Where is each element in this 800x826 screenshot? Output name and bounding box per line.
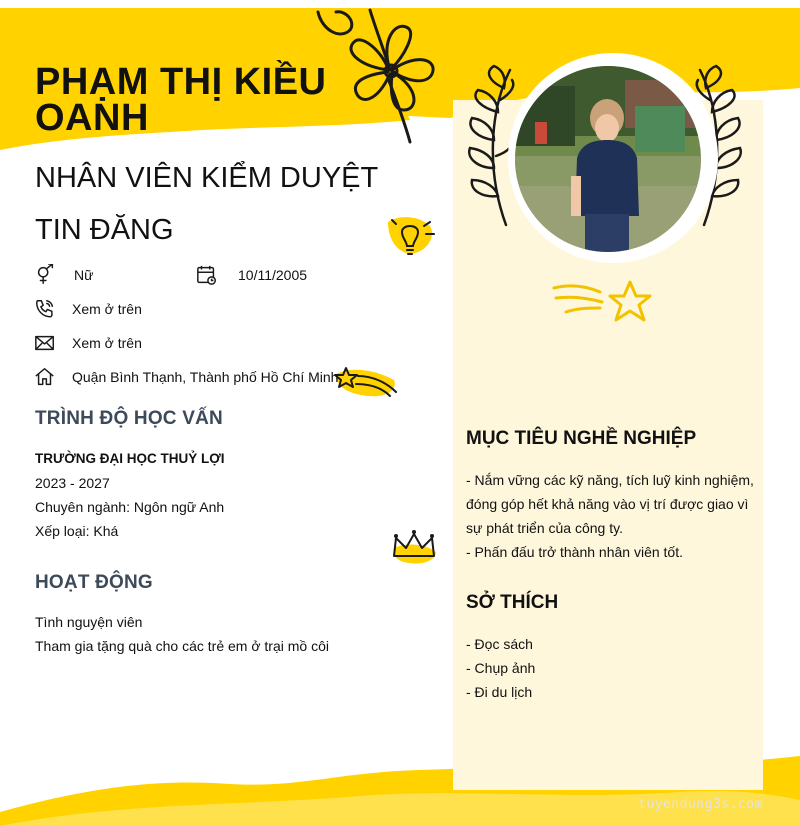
objective-title: MỤC TIÊU NGHỀ NGHIỆP bbox=[466, 428, 697, 449]
phone-icon bbox=[34, 298, 56, 320]
candidate-name: PHẠM THỊ KIỀU OANH bbox=[35, 61, 327, 139]
school-name: TRƯỜNG ĐẠI HỌC THUỶ LỢI bbox=[35, 451, 225, 466]
activities-title: HOẠT ĐỘNG bbox=[35, 572, 153, 593]
phone-value: Xem ở trên bbox=[72, 301, 142, 317]
activity-item: Tham gia tặng quà cho các trẻ em ở trại mồ côi bbox=[35, 638, 329, 654]
address-value: Quận Bình Thạnh, Thành phố Hồ Chí Minh bbox=[72, 369, 339, 385]
watermark: tuyendung3s.com bbox=[638, 797, 763, 812]
school-major: Chuyên ngành: Ngôn ngữ Anh bbox=[35, 499, 225, 515]
phone-row bbox=[34, 298, 142, 320]
hobby-item: - Chụp ảnh bbox=[466, 660, 536, 676]
activity-item: Tình nguyện viên bbox=[35, 614, 143, 630]
avatar bbox=[515, 66, 701, 252]
education-title: TRÌNH ĐỘ HỌC VẤN bbox=[35, 408, 223, 429]
gender-row bbox=[34, 264, 93, 286]
hobby-item: - Đọc sách bbox=[466, 636, 533, 652]
star-icon bbox=[552, 278, 658, 328]
objective-line: sự phát triển của công ty. bbox=[466, 520, 623, 536]
objective-line: - Phấn đấu trở thành nhân viên tốt. bbox=[466, 544, 683, 560]
address-row bbox=[34, 366, 338, 388]
school-years: 2023 - 2027 bbox=[35, 475, 110, 491]
hobby-item: - Đi du lịch bbox=[466, 684, 533, 700]
calendar-icon bbox=[196, 264, 218, 286]
birthday-row bbox=[196, 264, 307, 286]
email-row bbox=[34, 332, 142, 354]
mail-icon bbox=[34, 332, 56, 354]
objective-line: - Nắm vững các kỹ năng, tích luỹ kinh nghiệm, bbox=[466, 472, 754, 488]
gender-icon bbox=[34, 264, 56, 286]
shooting-star-icon bbox=[332, 362, 402, 404]
home-icon bbox=[34, 366, 56, 388]
hobbies-title: SỞ THÍCH bbox=[466, 592, 559, 613]
school-rank: Xếp loại: Khá bbox=[35, 523, 119, 539]
gender-value: Nữ bbox=[74, 267, 94, 283]
crown-icon bbox=[388, 528, 440, 566]
job-title: NHÂN VIÊN KIỂM DUYỆT TIN ĐĂNG bbox=[35, 162, 378, 246]
birthday-value: 10/11/2005 bbox=[238, 267, 308, 283]
objective-line: đóng góp hết khả năng vào vị trí được giao vì bbox=[466, 496, 749, 512]
email-value: Xem ở trên bbox=[72, 335, 142, 351]
